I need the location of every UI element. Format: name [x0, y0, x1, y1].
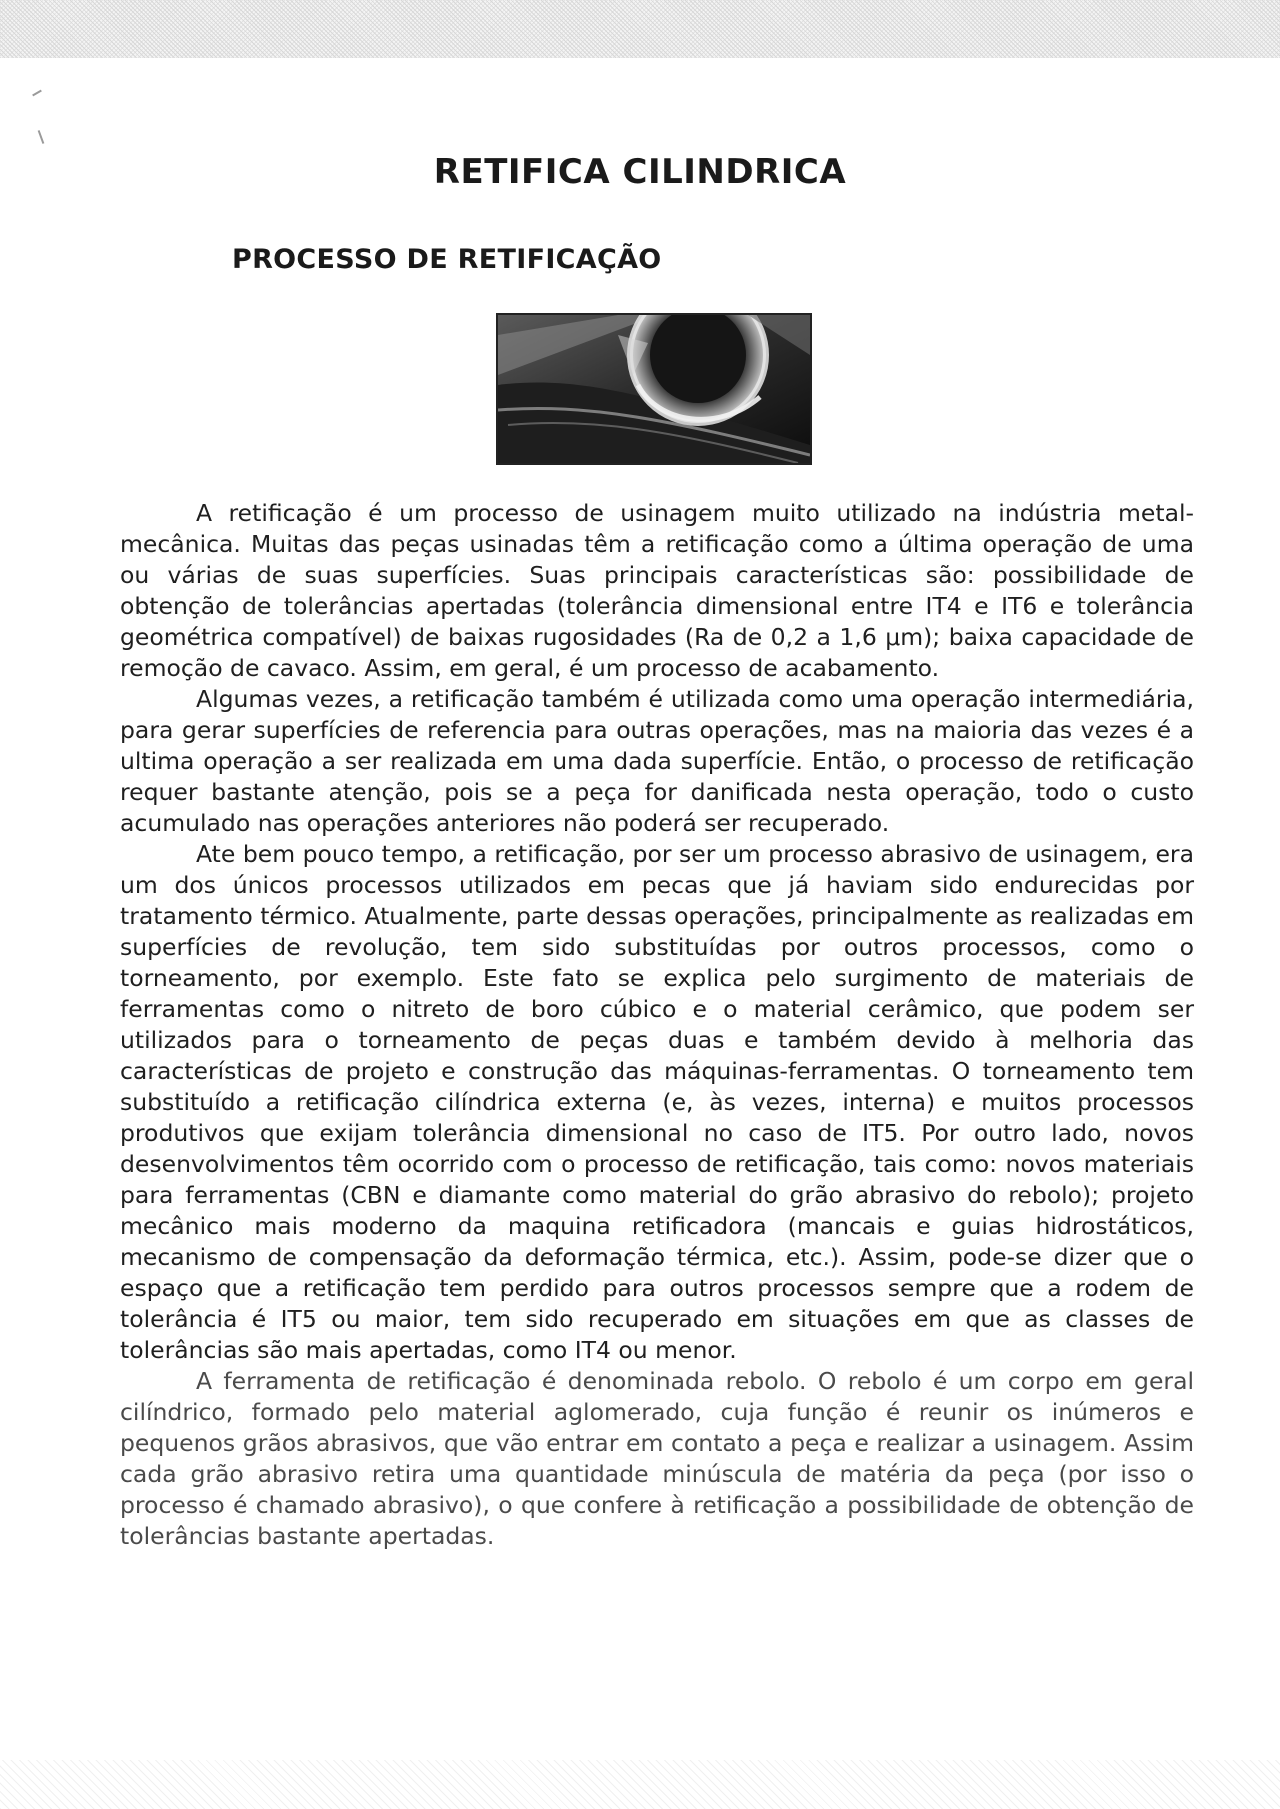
paragraph: Algumas vezes, a retificação também é utilizada como uma operação intermediária, para gerar superfícies de referencia para outras operações, mas na maioria das vezes é a ultima operação a ser realizada em uma dada superfície. Então, o processo de retificação requer bastante atenção, pois se a peça for danificada nesta operação, todo o custo acumulado nas operações anteriores não poderá ser recuperado.: [120, 685, 1194, 837]
scan-border-bottom: [0, 1760, 1280, 1809]
paragraph: Ate bem pouco tempo, a retificação, por ser um processo abrasivo de usinagem, era um dos únicos processos utilizados em pecas que já haviam sido endurecidas por tratamento térmico. Atualmente, parte dessas operações, principalmente as realizadas em superfícies de revolução, tem sido substituídas por outros processos, como o torneamento, por exemplo. Este fato se explica pelo surgimento de materiais de ferramentas como o nitreto de boro cúbico e o material cerâmico, que podem ser utilizados para o torneamento de peças duas e também devido à melhoria das características de projeto e construção das máquinas-ferramentas. O torneamento tem substituído a retificação cilíndrica externa (e, às vezes, interna) e muitos processos produtivos que exijam tolerância dimensional no caso de IT5. Por outro lado, novos desenvolvimentos têm ocorrido com o processo de retificação, tais como: novos materiais para ferramentas (CBN e diamante como material do grão abrasivo do rebolo); projeto mecânico mais moderno da maquina retificadora (mancais e guias hidrostáticos, mecanismo de compensação da deformação térmica, etc.). Assim, pode-se dizer que o espaço que a retificação tem perdido para outros processos sempre que a rodem de tolerância é IT5 ou maior, tem sido recuperado em situações em que as classes de tolerâncias são mais apertadas, como IT4 ou menor.: [120, 840, 1194, 1364]
page-title: RETIFICA CILINDRICA: [433, 152, 847, 192]
grinding-wheel-photo: [496, 313, 812, 465]
scan-border-top: [0, 0, 1280, 58]
grinding-wheel-icon: [498, 315, 810, 463]
paragraph: A retificação é um processo de usinagem muito utilizado na indústria metal-mecânica. Muitas das peças usinadas têm a retificação como a última operação de uma ou várias de suas superfícies. Suas principais características são: possibilidade de obtenção de tolerâncias apertadas (tolerância dimensional entre IT4 e IT6 e tolerância geométrica compatível) de baixas rugosidades (Ra de 0,2 a 1,6 μm); baixa capacidade de remoção de cavaco. Assim, em geral, é um processo de acabamento.: [120, 499, 1194, 682]
body-text: [120, 498, 1194, 1552]
paragraph: A ferramenta de retificação é denominada rebolo. O rebolo é um corpo em geral cilíndrico, formado pelo material aglomerado, cuja função é reunir os inúmeros e pequenos grãos abrasivos, que vão entrar em contato a peça e realizar a usinagem. Assim cada grão abrasivo retira uma quantidade minúscula de matéria da peça (por isso o processo é chamado abrasivo), o que confere à retificação a possibilidade de obtenção de tolerâncias bastante apertadas.: [120, 1367, 1194, 1550]
section-heading: PROCESSO DE RETIFICAÇÃO: [232, 244, 662, 275]
scan-speck: [38, 130, 45, 144]
scan-speck: [32, 90, 42, 97]
